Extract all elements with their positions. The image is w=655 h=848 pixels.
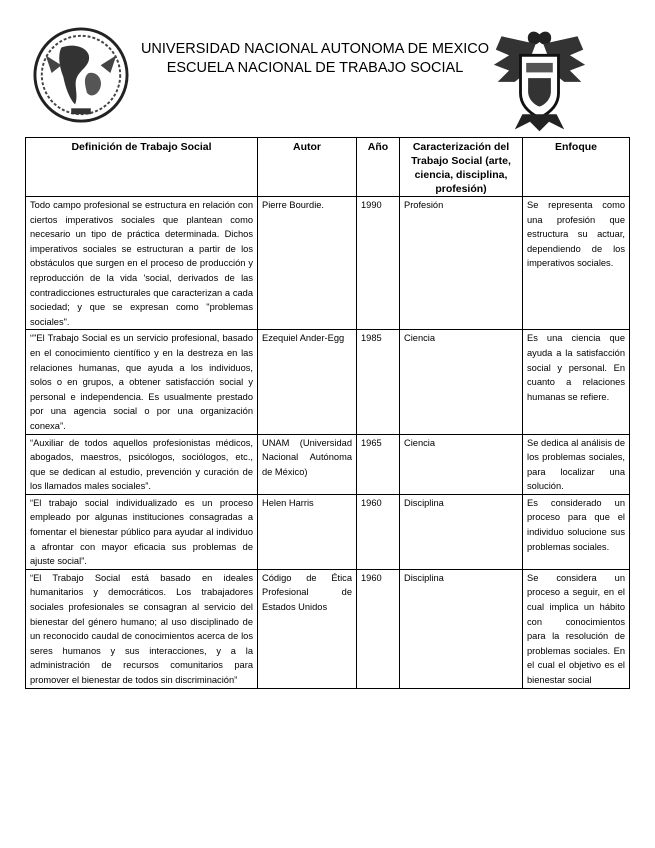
eagle-coat-of-arms-icon <box>492 26 587 134</box>
focus-cell: Se considera un proceso a seguir, en el cual implica un hábito con conocimientos para la resolución de problemas sociales. En el cual el objetivo es el bienestar social <box>523 569 630 688</box>
definition-cell: “El trabajo social individualizado es un proceso empleado por algunas instituciones consagradas a fomentar el bienestar público para ayudar al individuo a afrontar con mayor eficacia sus problemas de ajuste social”. <box>26 494 258 569</box>
table-header-row <box>26 138 630 197</box>
year-cell: 1960 <box>357 569 400 688</box>
header-titles <box>130 40 500 78</box>
table-row <box>26 434 630 494</box>
unam-seal-icon <box>32 26 130 124</box>
author-cell: Código de Ética Profesional de Estados Unidos <box>258 569 357 688</box>
column-header-focus: Enfoque <box>523 138 630 197</box>
focus-cell: Se dedica al análisis de los problemas sociales, para localizar una solución. <box>523 434 630 494</box>
document-header <box>0 0 655 135</box>
definition-cell: “"El Trabajo Social es un servicio profesional, basado en el conocimiento científico y en la destreza en las relaciones humanas, que ayuda a los individuos, solos o en grupos, a obtener satisfacción social y personal e independencia. Es usualmente prestado por una agencia social o por una organización conexa”. <box>26 330 258 434</box>
school-title: ESCUELA NACIONAL DE TRABAJO SOCIAL <box>166 60 464 76</box>
year-cell: 1965 <box>357 434 400 494</box>
column-header-author: Autor <box>258 138 357 197</box>
table-row <box>26 197 630 330</box>
focus-cell: Es una ciencia que ayuda a la satisfacción social y personal. En cuanto a relaciones humanas se refiere. <box>523 330 630 434</box>
characterization-cell: Profesión <box>400 197 523 330</box>
year-cell: 1985 <box>357 330 400 434</box>
definition-cell: Todo campo profesional se estructura en relación con ciertos imperativos sociales que plantean como necesario un tipo de práctica determinada. Dichos imperativos sociales se estructuran a partir de los obstáculos que surgen en el proceso de producción y reproducción de la vida 'social, derivados de las contradicciones estructurales que caracterizan a cada sociedad; y que se expresan como "problemas sociales". <box>26 197 258 330</box>
characterization-cell: Disciplina <box>400 569 523 688</box>
column-header-year: Año <box>357 138 400 197</box>
year-cell: 1990 <box>357 197 400 330</box>
table-row <box>26 569 630 688</box>
year-cell: 1960 <box>357 494 400 569</box>
table-row <box>26 494 630 569</box>
author-cell: Ezequiel Ander-Egg <box>258 330 357 434</box>
characterization-cell: Ciencia <box>400 330 523 434</box>
focus-cell: Es considerado un proceso para que el individuo solucione sus problemas sociales. <box>523 494 630 569</box>
column-header-definition: Definición de Trabajo Social <box>26 138 258 197</box>
characterization-cell: Ciencia <box>400 434 523 494</box>
social-work-definitions-table <box>25 137 630 689</box>
definition-cell: “Auxiliar de todos aquellos profesionistas médicos, abogados, maestros, psicólogos, sociólogos, etc., que se dedican al estudio, prevención y curación de los llamados males sociales”. <box>26 434 258 494</box>
author-cell: UNAM (Universidad Nacional Autónoma de México) <box>258 434 357 494</box>
author-cell: Pierre Bourdie. <box>258 197 357 330</box>
table-row <box>26 330 630 434</box>
university-title: UNIVERSIDAD NACIONAL AUTONOMA DE MEXICO <box>140 41 490 57</box>
author-cell: Helen Harris <box>258 494 357 569</box>
definition-cell: “El Trabajo Social está basado en ideales humanitarios y democráticos. Los trabajadores sociales profesionales se consagran al servicio del bienestar del género humano; al uso disciplinado de un reconocido caudal de conocimientos acerca de los seres humanos y sus interacciones, y a la administración de recursos comunitarios para promover el bienestar de todos sin discriminación” <box>26 569 258 688</box>
column-header-characterization: Caracterización del Trabajo Social (arte, ciencia, disciplina, profesión) <box>400 138 523 197</box>
characterization-cell: Disciplina <box>400 494 523 569</box>
focus-cell: Se representa como una profesión que estructura su actuar, dependiendo de los imperativos sociales. <box>523 197 630 330</box>
